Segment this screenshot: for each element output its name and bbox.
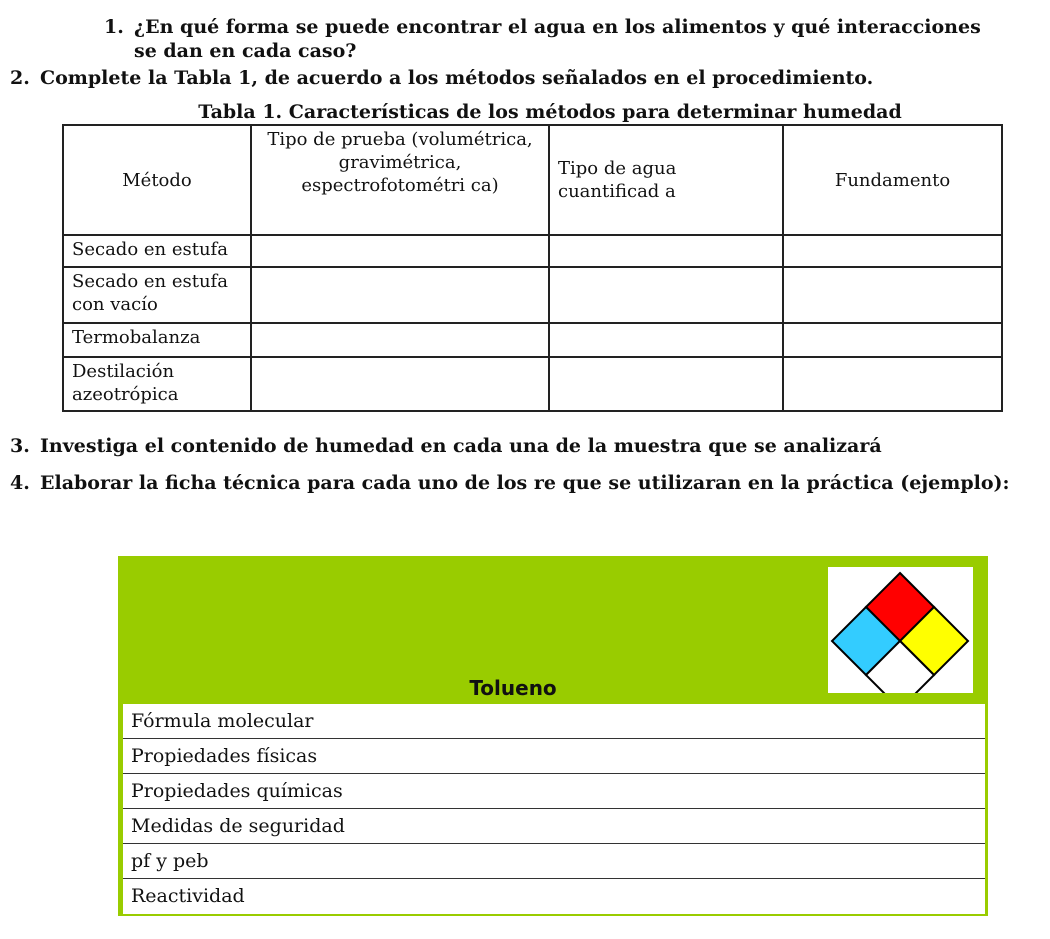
table-row [63,235,1002,267]
question-number: 2. [10,67,30,89]
cell-metodo: Destilación azeotrópica [63,357,251,411]
nfpa-diamond [828,567,973,693]
table-row [63,267,1002,323]
cell-empty[interactable] [783,323,1002,357]
question-text: Investiga el contenido de humedad en cada una de la muestra que se analizará [40,435,882,457]
card-rows [123,704,985,914]
cell-empty[interactable] [251,235,549,267]
header-metodo: Método [63,125,251,235]
question-text: ¿En qué forma se puede encontrar el agua en los alimentos y qué interacciones se dan en cada caso? [134,16,981,62]
question-4 [10,471,1040,495]
cell-empty[interactable] [251,357,549,411]
cell-metodo: Secado en estufa [63,235,251,267]
cell-empty[interactable] [251,323,549,357]
card-row-reactividad: Reactividad [131,885,245,907]
header-tipo-prueba: Tipo de prueba (volumétrica, gravimétrica, espectrofotométri ca) [251,125,549,235]
card-row-formula: Fórmula molecular [123,704,985,739]
cell-empty[interactable] [783,267,1002,323]
cell-empty[interactable] [549,357,783,411]
nfpa-diamond-icon [828,567,973,693]
cell-empty[interactable] [549,323,783,357]
question-text: Complete la Tabla 1, de acuerdo a los métodos señalados en el procedimiento. [40,67,874,89]
header-tipo-agua: Tipo de agua cuantificad a [549,125,783,235]
question-3 [10,434,1030,458]
question-2 [10,66,1030,90]
methods-table [62,124,1003,412]
question-number: 1. [104,16,124,38]
header-fundamento: Fundamento [783,125,1002,235]
cell-empty[interactable] [783,235,1002,267]
cell-empty[interactable] [783,357,1002,411]
table-row [63,323,1002,357]
card-row-quimicas: Propiedades químicas [123,774,985,809]
card-row-fisicas: Propiedades físicas [123,739,985,774]
cell-empty[interactable] [549,267,783,323]
question-text: Elaborar la ficha técnica para cada uno de los re que se utilizaran en la práctica (ejemplo): [40,472,1010,494]
cell-metodo: Secado en estufa con vacío [63,267,251,323]
safety-card [118,556,988,916]
cell-metodo: Termobalanza [63,323,251,357]
cell-empty[interactable] [251,267,549,323]
table-row [63,357,1002,411]
table-header-row [63,125,1002,235]
question-number: 3. [10,435,30,457]
table-caption: Tabla 1. Características de los métodos para determinar humedad [198,101,902,123]
question-1 [104,15,1004,63]
card-row-pf-peb: pf y peb [123,844,985,879]
cell-empty[interactable] [549,235,783,267]
card-row-seguridad: Medidas de seguridad [123,809,985,844]
question-number: 4. [10,472,30,494]
card-title: Tolueno [469,676,557,700]
